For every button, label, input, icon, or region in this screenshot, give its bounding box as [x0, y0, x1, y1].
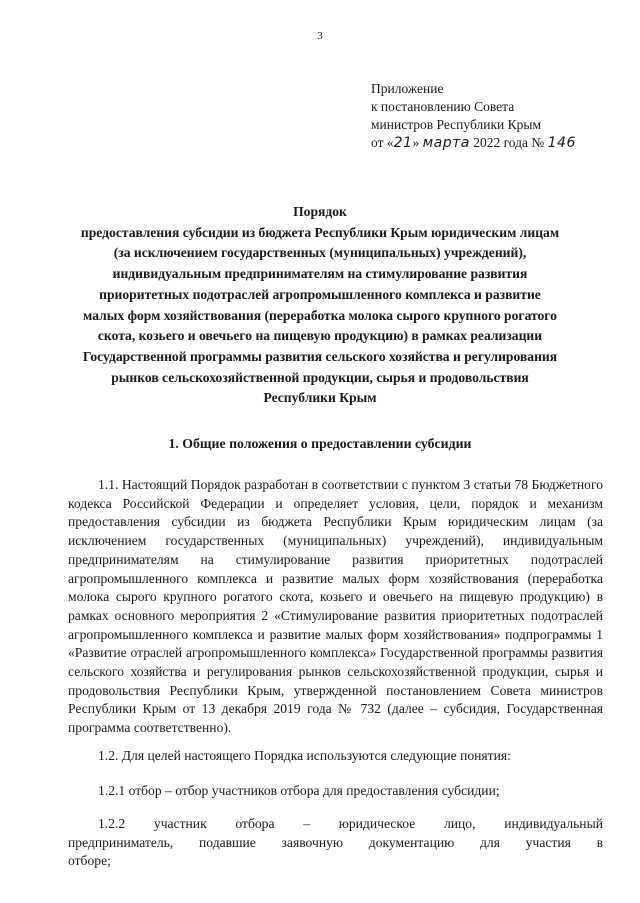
date-month-handwritten: марта	[422, 135, 470, 151]
appendix-line: Приложение	[371, 81, 444, 96]
page-number: 3	[317, 30, 323, 42]
appendix-date-line	[371, 134, 576, 152]
date-day-handwritten: 21	[393, 135, 413, 151]
paragraph-1-2: 1.2. Для целей настоящего Порядка используются следующие понятия:	[98, 748, 511, 763]
date-mid: »	[412, 135, 423, 150]
title-line: малых форм хозяйствования (переработка молока сырого крупного рогатого	[83, 307, 557, 323]
title-line: рынков сельскохозяйственной продукции, сырья и продовольствия	[111, 369, 529, 385]
paragraph-1-1: 1.1. Настоящий Порядок разработан в соответствии с пунктом 3 статьи 78 Бюджетного кодекса Российской Федерации и определяет условия, цели, порядок и механизм предоставления субсидии из бюджета Республики Крым юридическим лицам (за исключением государственных (муниципальных) учреждений), индивидуальным предпринимателям на стимулирование развития приоритетных подотраслей агропромышленного комплекса и развитие малых форм хозяйствования (переработка молока сырого крупного рогатого скота, козьего и овечьего на пищевую продукцию) в рамках основного мероприятия 2 «Стимулирование развития приоритетных подотраслей агропромышленного комплекса и развитие малых форм хозяйствования» подпрограммы 1 «Развитие отраслей агропромышленного комплекса» Государственной программы развития сельского хозяйства и регулирования рынков сельскохозяйственной продукции, сырья и продовольствия Республики Крым, утвержденной постановлением Совета министров Республики Крым от 13 декабря 2019 года № 732 (далее – субсидия, Государственная программа соответственно).	[68, 477, 603, 736]
section-heading: 1. Общие положения о предоставлении субсидии	[168, 436, 472, 451]
title-line: скота, козьего и овечьего на пищевую продукцию) в рамках реализации	[97, 328, 543, 344]
appendix-line: к постановлению Совета	[371, 99, 515, 114]
title-line: (за исключением государственных (муниципальных) учреждений),	[113, 245, 527, 261]
date-prefix: от «	[371, 135, 394, 150]
date-year: 2022 года №	[469, 135, 548, 150]
appendix-block	[371, 80, 576, 152]
title-line: Республики Крым	[263, 390, 377, 406]
title-line: приоритетных подотраслей агропромышленного комплекса и развитие	[99, 286, 541, 302]
title-line: Государственной программы развития сельского хозяйства и регулирования	[82, 348, 558, 364]
paragraph-1-2-2: 1.2.2 участник отбора – юридическое лицо, индивидуальный предприниматель, подавшие заявочную документацию для участия в отборе;	[68, 816, 603, 869]
title-line: предоставления субсидии из бюджета Республики Крым юридическим лицам	[80, 224, 560, 240]
document-number-handwritten: 146	[547, 135, 576, 151]
title-line: индивидуальным предпринимателям на стимулирование развития	[112, 266, 528, 282]
document-title	[50, 202, 590, 409]
title-line: Порядок	[293, 204, 347, 219]
appendix-line: министров Республики Крым	[371, 117, 541, 132]
paragraph-1-2-1: 1.2.1 отбор – отбор участников отбора для предоставления субсидии;	[98, 783, 500, 798]
